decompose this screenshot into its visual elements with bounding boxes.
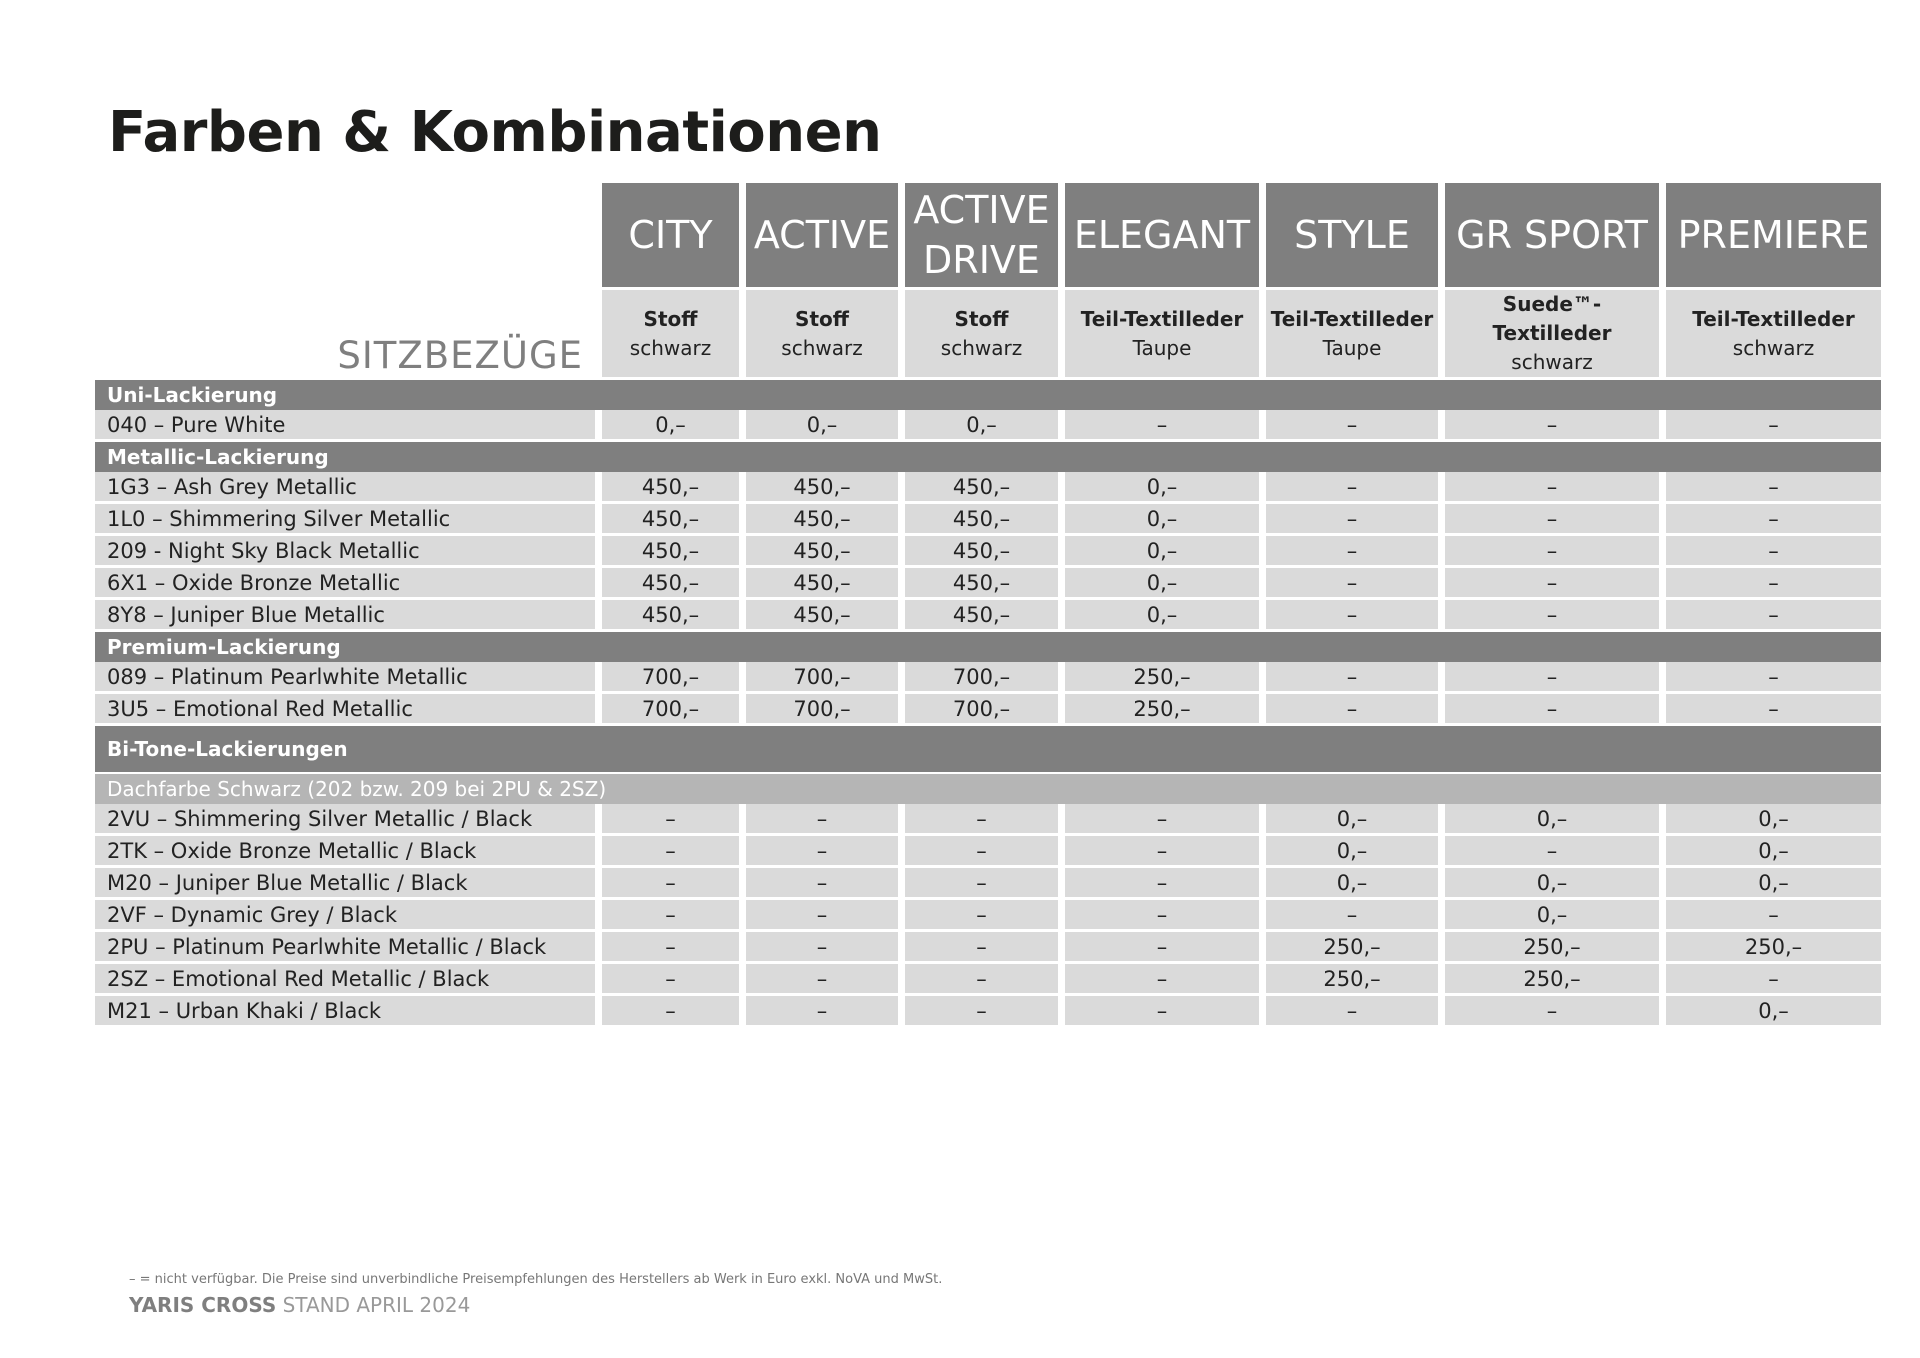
trim-header-row xyxy=(95,183,1881,287)
price-cell: 0,– xyxy=(1065,568,1259,600)
price-cell: 700,– xyxy=(746,694,898,726)
price-cell: – xyxy=(1666,536,1881,568)
price-cell: – xyxy=(746,900,898,932)
price-cell: 450,– xyxy=(905,472,1058,504)
color-label: 2TK – Oxide Bronze Metallic / Black xyxy=(95,836,595,868)
price-cell: – xyxy=(1666,694,1881,726)
price-cell: 0,– xyxy=(1266,804,1438,836)
table-row xyxy=(95,504,1881,536)
color-label: M21 – Urban Khaki / Black xyxy=(95,996,595,1028)
table-row xyxy=(95,900,1881,932)
price-cell: – xyxy=(1266,472,1438,504)
price-cell: – xyxy=(905,868,1058,900)
price-cell: 250,– xyxy=(1065,662,1259,694)
seat-cell xyxy=(1666,290,1881,377)
seat-color: schwarz xyxy=(781,335,863,360)
color-label: 8Y8 – Juniper Blue Metallic xyxy=(95,600,595,632)
price-cell: 0,– xyxy=(1666,996,1881,1028)
trim-name: ELEGANT xyxy=(1065,183,1259,287)
color-label: M20 – Juniper Blue Metallic / Black xyxy=(95,868,595,900)
price-cell: – xyxy=(1666,900,1881,932)
section-title: Premium-Lackierung xyxy=(95,632,1881,662)
price-cell: 0,– xyxy=(746,410,898,442)
price-cell: 250,– xyxy=(1445,964,1659,996)
price-cell: 700,– xyxy=(602,662,739,694)
price-cell: – xyxy=(905,996,1058,1028)
price-cell: – xyxy=(1266,600,1438,632)
price-cell: – xyxy=(746,932,898,964)
seat-material: Stoff xyxy=(643,306,698,331)
price-cell: 0,– xyxy=(905,410,1058,442)
seat-color: schwarz xyxy=(1732,335,1815,360)
price-cell: – xyxy=(1065,932,1259,964)
price-cell: 700,– xyxy=(905,662,1058,694)
price-cell: 0,– xyxy=(1065,504,1259,536)
price-cell: 450,– xyxy=(746,504,898,536)
table-row xyxy=(95,536,1881,568)
price-cell: – xyxy=(1445,410,1659,442)
price-cell: – xyxy=(1666,504,1881,536)
price-cell: 250,– xyxy=(1266,964,1438,996)
section-title: Metallic-Lackierung xyxy=(95,442,1881,472)
price-cell: – xyxy=(1445,836,1659,868)
seat-color: schwarz xyxy=(940,335,1023,360)
page-title: Farben & Kombinationen xyxy=(108,100,882,165)
price-cell: – xyxy=(1266,410,1438,442)
price-cell: – xyxy=(1266,996,1438,1028)
price-cell: – xyxy=(1065,900,1259,932)
price-cell: 250,– xyxy=(1266,932,1438,964)
section-title: Uni-Lackierung xyxy=(95,380,1881,410)
seat-material: Stoff xyxy=(954,306,1009,331)
seat-material: Teil-Textilleder xyxy=(1270,306,1434,331)
price-cell: – xyxy=(746,996,898,1028)
section-header xyxy=(95,726,1881,772)
seat-material: Teil-Textilleder xyxy=(1692,306,1855,331)
table-row xyxy=(95,600,1881,632)
price-cell: 450,– xyxy=(746,600,898,632)
price-cell: 700,– xyxy=(746,662,898,694)
seat-cell xyxy=(905,290,1058,377)
color-label: 089 – Platinum Pearlwhite Metallic xyxy=(95,662,595,694)
price-cell: – xyxy=(1266,536,1438,568)
trim-name: ACTIVE DRIVE xyxy=(905,183,1058,287)
price-cell: 0,– xyxy=(1666,868,1881,900)
price-cell: 450,– xyxy=(602,536,739,568)
price-cell: – xyxy=(905,900,1058,932)
price-cell: – xyxy=(1065,868,1259,900)
price-cell: 0,– xyxy=(1065,600,1259,632)
price-cell: – xyxy=(905,932,1058,964)
trim-name: STYLE xyxy=(1266,183,1438,287)
table-row xyxy=(95,836,1881,868)
table-row xyxy=(95,694,1881,726)
price-cell: – xyxy=(746,964,898,996)
price-cell: 0,– xyxy=(1445,868,1659,900)
price-cell: – xyxy=(1065,996,1259,1028)
price-cell: 700,– xyxy=(905,694,1058,726)
price-cell: – xyxy=(1266,900,1438,932)
table-row xyxy=(95,410,1881,442)
price-cell: 0,– xyxy=(1445,804,1659,836)
price-cell: 250,– xyxy=(1666,932,1881,964)
color-label: 209 - Night Sky Black Metallic xyxy=(95,536,595,568)
color-label: 2VF – Dynamic Grey / Black xyxy=(95,900,595,932)
color-label: 2SZ – Emotional Red Metallic / Black xyxy=(95,964,595,996)
price-cell: – xyxy=(602,964,739,996)
price-cell: – xyxy=(1666,600,1881,632)
seat-color: Taupe xyxy=(1132,335,1192,360)
price-cell: 250,– xyxy=(1065,694,1259,726)
table-row xyxy=(95,568,1881,600)
section-header xyxy=(95,380,1881,410)
footer-stand: STAND APRIL 2024 xyxy=(282,1293,471,1317)
section-header xyxy=(95,442,1881,472)
price-cell: 0,– xyxy=(1065,472,1259,504)
price-cell: 450,– xyxy=(602,504,739,536)
seat-cell xyxy=(1065,290,1259,377)
footer xyxy=(129,1293,470,1317)
price-cell: 0,– xyxy=(1666,836,1881,868)
price-cell: – xyxy=(1065,836,1259,868)
price-cell: – xyxy=(602,804,739,836)
seat-color: Taupe xyxy=(1322,335,1382,360)
price-cell: – xyxy=(1266,694,1438,726)
seat-material: Stoff xyxy=(795,306,849,331)
color-label: 1L0 – Shimmering Silver Metallic xyxy=(95,504,595,536)
table-row xyxy=(95,932,1881,964)
section-title: Bi-Tone-Lackierungen xyxy=(95,726,1881,772)
price-cell: – xyxy=(1065,964,1259,996)
color-label: 2VU – Shimmering Silver Metallic / Black xyxy=(95,804,595,836)
price-table xyxy=(95,183,1890,1028)
price-cell: 450,– xyxy=(602,568,739,600)
trim-name: GR SPORT xyxy=(1445,183,1659,287)
price-cell: – xyxy=(1445,694,1659,726)
price-cell: 0,– xyxy=(1065,536,1259,568)
seat-material: Teil-Textilleder xyxy=(1080,306,1244,331)
footer-model: YARIS CROSS xyxy=(129,1293,277,1317)
trim-name: ACTIVE xyxy=(746,183,898,287)
price-cell: – xyxy=(602,836,739,868)
seat-cell xyxy=(1266,290,1438,377)
price-cell: – xyxy=(746,868,898,900)
price-cell: – xyxy=(1666,662,1881,694)
table-row xyxy=(95,996,1881,1028)
price-cell: 450,– xyxy=(602,472,739,504)
table-row xyxy=(95,804,1881,836)
price-cell: – xyxy=(602,932,739,964)
color-label: 040 – Pure White xyxy=(95,410,595,442)
price-cell: – xyxy=(1445,662,1659,694)
table-row xyxy=(95,964,1881,996)
price-cell: – xyxy=(1445,996,1659,1028)
seat-row xyxy=(95,290,1881,377)
price-cell: 450,– xyxy=(905,504,1058,536)
color-label: 6X1 – Oxide Bronze Metallic xyxy=(95,568,595,600)
price-cell: 450,– xyxy=(746,472,898,504)
color-label: 3U5 – Emotional Red Metallic xyxy=(95,694,595,726)
price-cell: – xyxy=(1065,804,1259,836)
price-cell: – xyxy=(602,900,739,932)
seat-cell xyxy=(746,290,898,377)
seat-label: SITZBEZÜGE xyxy=(337,334,583,377)
price-cell: – xyxy=(602,868,739,900)
price-cell: – xyxy=(1666,568,1881,600)
price-cell: 0,– xyxy=(1445,900,1659,932)
price-cell: 450,– xyxy=(905,536,1058,568)
section-header xyxy=(95,632,1881,662)
section-subheader xyxy=(95,774,1881,804)
price-cell: – xyxy=(1266,568,1438,600)
price-cell: 0,– xyxy=(1266,836,1438,868)
price-cell: – xyxy=(1445,536,1659,568)
footnote: – = nicht verfügbar. Die Preise sind unverbindliche Preisempfehlungen des Herstellers ab Werk in Euro exkl. NoVA und MwSt. xyxy=(129,1272,943,1287)
color-label: 1G3 – Ash Grey Metallic xyxy=(95,472,595,504)
price-cell: – xyxy=(1065,410,1259,442)
price-cell: – xyxy=(1445,504,1659,536)
price-cell: 450,– xyxy=(905,600,1058,632)
price-cell: – xyxy=(1666,410,1881,442)
price-cell: – xyxy=(905,836,1058,868)
section-subtitle: Dachfarbe Schwarz (202 bzw. 209 bei 2PU & 2SZ) xyxy=(95,774,1881,804)
price-cell: – xyxy=(746,836,898,868)
price-cell: 450,– xyxy=(746,568,898,600)
price-cell: – xyxy=(1445,568,1659,600)
price-cell: 0,– xyxy=(602,410,739,442)
price-cell: – xyxy=(1666,964,1881,996)
table-row xyxy=(95,662,1881,694)
table-row xyxy=(95,472,1881,504)
price-cell: – xyxy=(602,996,739,1028)
price-cell: 450,– xyxy=(905,568,1058,600)
price-cell: – xyxy=(1266,662,1438,694)
price-cell: 250,– xyxy=(1445,932,1659,964)
price-cell: – xyxy=(1445,600,1659,632)
price-cell: – xyxy=(905,964,1058,996)
price-cell: 450,– xyxy=(746,536,898,568)
table-row xyxy=(95,868,1881,900)
price-cell: – xyxy=(905,804,1058,836)
price-cell: – xyxy=(1666,472,1881,504)
trim-name: PREMIERE xyxy=(1666,183,1881,287)
price-cell: 700,– xyxy=(602,694,739,726)
price-cell: 0,– xyxy=(1666,804,1881,836)
trim-name: CITY xyxy=(602,183,739,287)
price-cell: 450,– xyxy=(602,600,739,632)
color-label: 2PU – Platinum Pearlwhite Metallic / Black xyxy=(95,932,595,964)
seat-material: Suede™-Textilleder xyxy=(1492,292,1612,345)
price-cell: – xyxy=(746,804,898,836)
header-corner xyxy=(95,183,595,287)
price-cell: 0,– xyxy=(1266,868,1438,900)
seat-color: schwarz xyxy=(1511,350,1593,374)
price-cell: – xyxy=(1445,472,1659,504)
seat-cell xyxy=(1445,290,1659,377)
seat-color: schwarz xyxy=(629,335,712,360)
price-cell: – xyxy=(1266,504,1438,536)
seat-cell xyxy=(602,290,739,377)
